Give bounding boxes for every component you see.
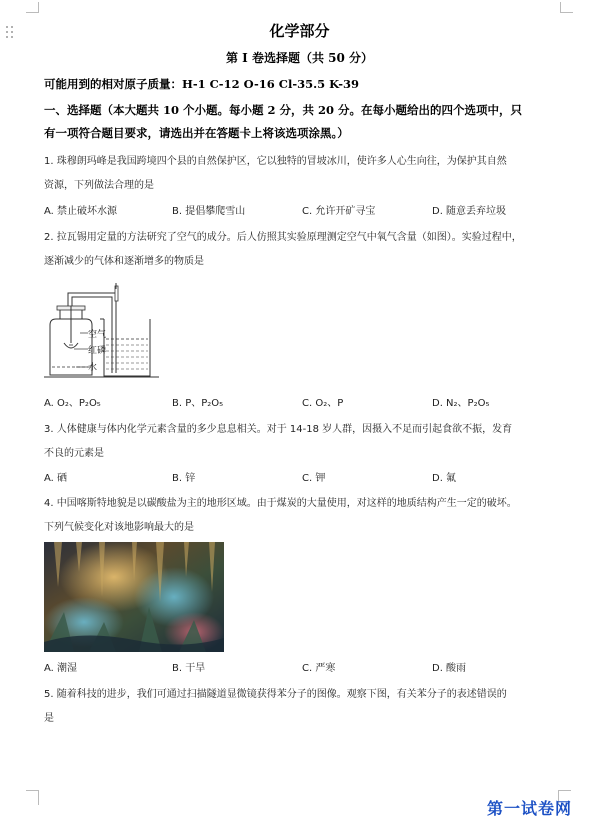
option-c: C. O₂、P [302,398,344,409]
question-stem: 2. 拉瓦锡用定量的方法研究了空气的成分。后人仿照其实验原理测定空气中氧气含量（如图）。实验过程中， [44,232,522,243]
question-stem: 资源，下列做法合理的是 [44,180,154,191]
option-a: A. 硒 [44,473,68,484]
option-d: D. N₂、P₂O₅ [432,398,490,409]
instructions: 有一项符合题目要求，请选出并在答题卡上将该选项涂黑。） [44,126,349,140]
option-d: D. 氟 [432,473,457,484]
option-b: B. 提倡攀爬雪山 [172,206,246,217]
option-d: D. 随意丢弃垃圾 [432,206,507,217]
option-b: B. P、P₂O₅ [172,398,224,409]
oxygen-measurement-apparatus [44,281,159,379]
figure-label: 空气 [88,330,107,340]
option-a: A. O₂、P₂O₅ [44,398,101,409]
option-c: C. 允许开矿寻宝 [302,206,376,217]
question-stem: 下列气候变化对该地影响最大的是 [44,522,194,533]
figure-label: 水 [88,363,98,373]
atomic-masses: 可能用到的相对原子质量：H-1 C-12 O-16 Cl-35.5 K-39 [44,77,360,91]
question-stem: 5. 随着科技的进步，我们可通过扫描隧道显微镜获得苯分子的图像。观察下图，有关苯分子的表述错误的 [44,689,507,700]
option-b: B. 干旱 [172,663,206,674]
question-stem: 不良的元素是 [44,448,104,459]
page-corner-mark [26,790,39,805]
option-b: B. 锌 [172,473,196,484]
option-a: A. 禁止破坏水源 [44,206,118,217]
question-stem: 4. 中国喀斯特地貌是以碳酸盐为主的地形区域。由于煤炭的大量使用，对这样的地质结构产生一定的破坏。 [44,498,517,509]
question-stem: 是 [44,713,54,724]
question-stem: 1. 珠穆朗玛峰是我国跨境四个县的自然保护区，它以独特的冒坡冰川，使许多人心生向往，为保护其自然 [44,156,507,167]
section-title: 第 I 卷选择题（共 50 分） [225,51,374,65]
site-watermark: 第一试卷网 [487,799,573,818]
option-c: C. 钾 [302,473,326,484]
option-d: D. 酸雨 [432,663,467,674]
page-corner-mark [560,2,573,13]
question-stem: 3. 人体健康与体内化学元素含量的多少息息相关。对于 14-18 岁人群，因摄入不足而引起食欲不振，发育 [44,424,513,435]
question-stem: 逐渐减少的气体和逐渐增多的物质是 [44,256,204,267]
option-c: C. 严寒 [302,663,336,674]
page-title: 化学部分 [269,22,330,40]
option-a: A. 潮湿 [44,663,78,674]
page-corner-mark [26,2,39,13]
instructions: 一、选择题（本大题共 10 个小题。每小题 2 分，共 20 分。在每小题给出的四个选项中，只 [44,103,523,117]
karst-cave-photo [44,542,224,652]
figure-label: 红磷 [88,346,107,356]
